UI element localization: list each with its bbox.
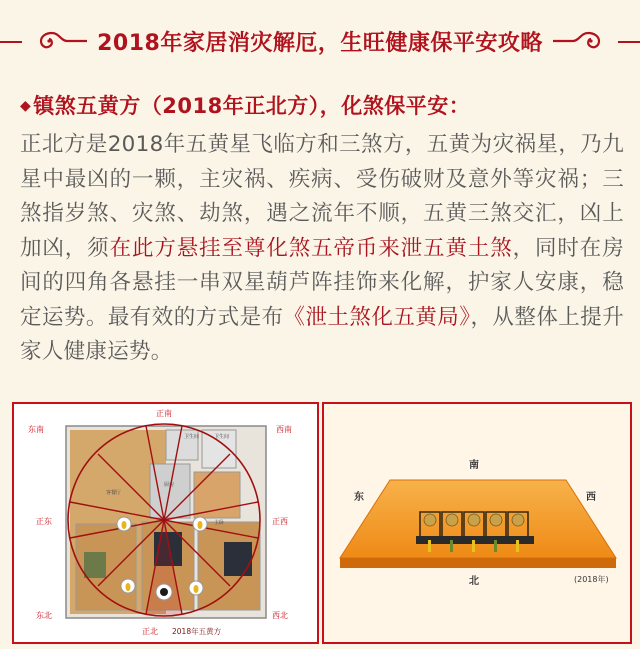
scene-label-south: 南 — [469, 460, 479, 471]
header-rule-right — [618, 41, 640, 43]
article-text: ，同时在房间的四角各悬挂一串双星葫芦阵挂饰来化解，护家人安康，稳定运势。最有效的方式是布 — [20, 235, 624, 330]
hanging-scene-panel — [322, 402, 632, 644]
article-paragraph — [20, 128, 624, 370]
section-heading — [20, 90, 620, 120]
floor-plan-figure — [14, 404, 317, 642]
article-highlight: 在此方悬挂至尊化煞五帝币来泄五黄土煞 — [109, 235, 513, 261]
floor-plan-caption: 2018年五黄方 — [172, 627, 222, 636]
dir-label-topright: 西南 — [276, 425, 292, 434]
room-label-bath2: 卫生间 — [214, 434, 230, 440]
page-header — [0, 0, 640, 82]
swirl-ornament-right-icon — [551, 29, 603, 53]
scene-label-north: 北 — [469, 576, 479, 587]
room-label-kitchen: 厨房 — [164, 482, 175, 488]
room-label-bedroom: 主卧 — [214, 520, 225, 526]
platform-edge — [340, 558, 616, 568]
room-label-bath1: 卫生间 — [184, 434, 200, 440]
bed-right — [224, 542, 252, 576]
dir-label-right: 正西 — [272, 517, 288, 526]
dir-label-top: 正南 — [156, 409, 172, 418]
article-text: ，从整体上提升家人健康运势。 — [20, 304, 625, 364]
sofa — [84, 552, 106, 578]
scene-label-east: 东 — [354, 492, 364, 503]
dir-label-bottom: 正北 — [142, 627, 158, 636]
header-rule-left — [0, 41, 22, 43]
dir-label-bottomright: 西北 — [272, 611, 288, 620]
article-highlight-bureau: 《泄土煞化五黄局》 — [283, 304, 471, 330]
dir-label-topleft: 东南 — [28, 425, 44, 434]
bedroom-small — [194, 472, 240, 518]
scene-year-note: (2018年) — [574, 575, 609, 584]
scene-label-west: 西 — [586, 492, 596, 503]
article-text: 正北方是2018年五黄星飞临方和三煞方，五黄为灾祸星，乃九星中最凶的一颗，主灾祸、疾病、受伤破财及意外等灾祸；三煞指岁煞、灾煞、劫煞，遇之流年不顺，五黄三煞交汇，凶上加凶，须 — [20, 132, 624, 261]
section-title: 镇煞五黄方（2018年正北方），化煞保平安： — [33, 94, 471, 118]
floor-plan-panel — [12, 402, 319, 644]
room-label-living: 客餐厅 — [106, 490, 122, 496]
dir-label-bottomleft: 东北 — [36, 611, 52, 620]
dir-label-left: 正东 — [36, 517, 52, 526]
page-title: 2018年家居消灾解厄，生旺健康保平安攻略 — [97, 30, 543, 56]
swirl-ornament-left-icon — [37, 29, 89, 53]
hanging-scene-figure — [324, 404, 630, 642]
diamond-bullet-icon: ◆ — [20, 98, 32, 114]
